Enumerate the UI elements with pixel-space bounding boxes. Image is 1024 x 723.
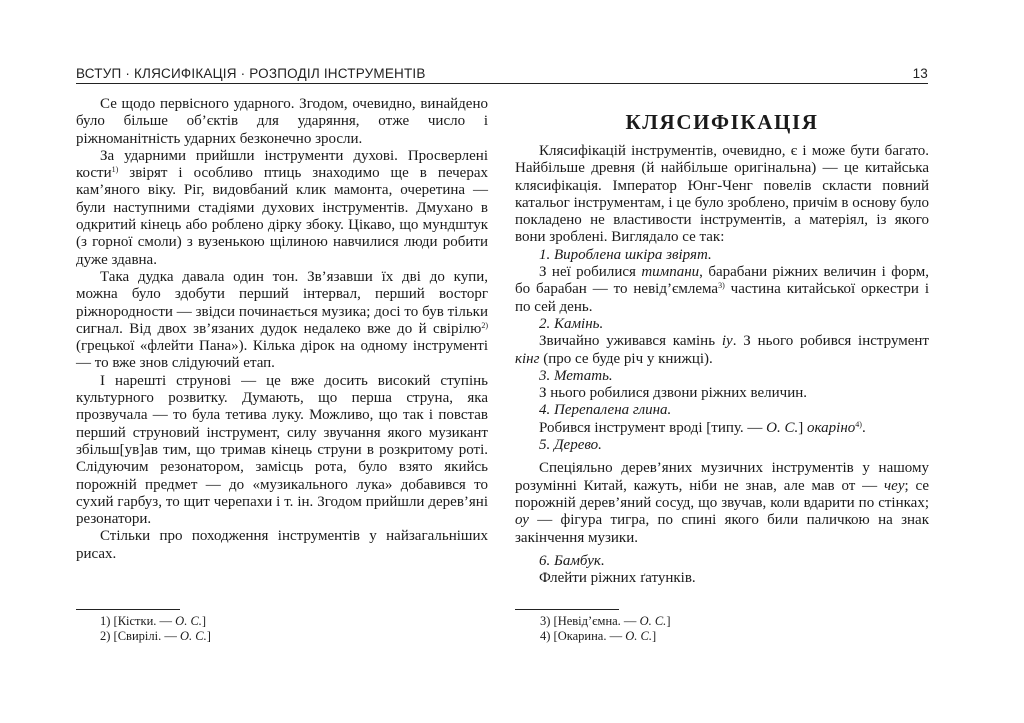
paragraph: І нарешті струнові — це вже досить високий ступінь культурного розвитку. Думають, що перша струна, яка прозвучала — то була тетива луку. Можливо, що так і повстав перший струновий інструмент, силу звучання якого музикант збільш[ув]ав тим, що тримав кінець струни в розкритому роті. Слідуючим резонатором, замісць рота, було взято якийсь порожній предмет — до «музикального лука» добавився то сухий гарбуз, то щит черепахи і т. ін. Згодом прийшли дерев’яні резонатори. <box>76 372 488 528</box>
running-head <box>76 64 928 84</box>
footnote-ref: 2) <box>481 320 488 330</box>
footnote-ref: 1) <box>111 165 119 175</box>
footnote: 3) [Невід’ємна. — О. С.] <box>540 614 671 628</box>
list-item-heading: 1. Вироблена шкіра звірят. <box>539 246 712 263</box>
list-item-heading: 4. Перепалена глина. <box>539 402 672 419</box>
page-number: 13 <box>912 66 928 81</box>
paragraph: Се щодо первісного ударного. Згодом, очевидно, винайдено було більше об’єктів для ударяння, отже число і ріжноманітність ударних безконечно зросли. <box>76 96 488 147</box>
right-column <box>515 96 929 587</box>
footnote-divider <box>76 609 180 610</box>
paragraph: Клясифікацій інструментів, очевидно, є і може бути багато. Найбільше древня (й найбільше оригінальна) — це китайська клясифікація. Імператор Юнг-Ченг повелів скласти повний катальог інструментам, і це було зроблено, причім в основу було покладено не властивости інструментів, а матеріял, із якого вони зроблені. Виглядало се так: <box>515 143 929 246</box>
running-title: ВСТУП · КЛЯСИФІКАЦІЯ · РОЗПОДІЛ ІНСТРУМЕНТІВ <box>76 66 426 81</box>
paragraph: За ударними прийшли інструменти духові. Просверлені кости$^{1)}$ звірят і особливо птиць знаходимо ще в печерах кам’яного віку. Ріг, видовбаний клик мамонта, очеретина — були наступними стадіями духових інструментів. Дмухано в одкритий кінець або роблено дірку збоку. Цікаво, що мундштук (з горної смоли) з вузенькою щілиною навчилися люди робити дуже здавна. <box>76 147 488 268</box>
list-item-heading: 2. Камінь. <box>539 315 604 332</box>
footnotes-right <box>540 614 670 644</box>
paragraph: З нього робилися дзвони ріжних величин. <box>539 385 808 402</box>
paragraph: Така дудка давала один тон. Зв’язавши їх дві до купи, можна було здобути перший інтервал, перший восторг ріжнородности — звідси починається музика; досі то був тільки сигнал. Від двох зв’язаних дудок недалеко вже до й свірілю$^{2)}$ (грецької «флейти Пана»). Кілька дірок на одному інструменті — то вже знов слідуючий етап. <box>76 268 488 372</box>
paragraph: Робився інструмент вроді [типу. — О. С.] окаріно$^{4)}$. <box>539 419 866 436</box>
footnote: 1) [Кістки. — О. С.] <box>100 614 207 628</box>
paragraph: Флейти ріжних ґатунків. <box>539 570 696 587</box>
list-item-heading: 5. Дерево. <box>539 437 602 454</box>
left-column <box>76 96 488 563</box>
paragraph: Спеціяльно дерев’яних музичних інструментів у нашому розумінні Китай, кажуть, ніби не знав, але мав от — чеу; се порожній дерев’яний сосуд, що звучав, коли вдарити по стінках; оу — фігура тигра, по спині якого били паличкою на знак закінчення музики. <box>515 460 929 546</box>
section-title: КЛЯСИФІКАЦІЯ <box>625 110 819 134</box>
paragraph: Стільки про походження інструментів у найзагальніших рисах. <box>76 528 488 562</box>
list-item-heading: 3. Метать. <box>539 367 613 384</box>
footnote-ref: 4) <box>855 419 862 429</box>
list-item-heading: 6. Бамбук. <box>539 552 605 569</box>
paragraph: З неї робилися тимпани, барабани ріжних величин і форм, бо барабан — то невід’ємлема$^{3)}$ частина китайської оркестри і по сей день. <box>515 264 930 315</box>
paragraph: Звичайно уживався камінь іу. З нього робився інструмент кінг (про се буде річ у книжці). <box>515 333 929 367</box>
footnote: 2) [Свирілі. — О. С.] <box>100 629 211 643</box>
footnote-ref: 3) <box>718 281 725 291</box>
footnotes-left <box>100 614 211 644</box>
footnote: 4) [Окарина. — О. С.] <box>540 629 657 643</box>
footnote-divider <box>515 609 619 610</box>
